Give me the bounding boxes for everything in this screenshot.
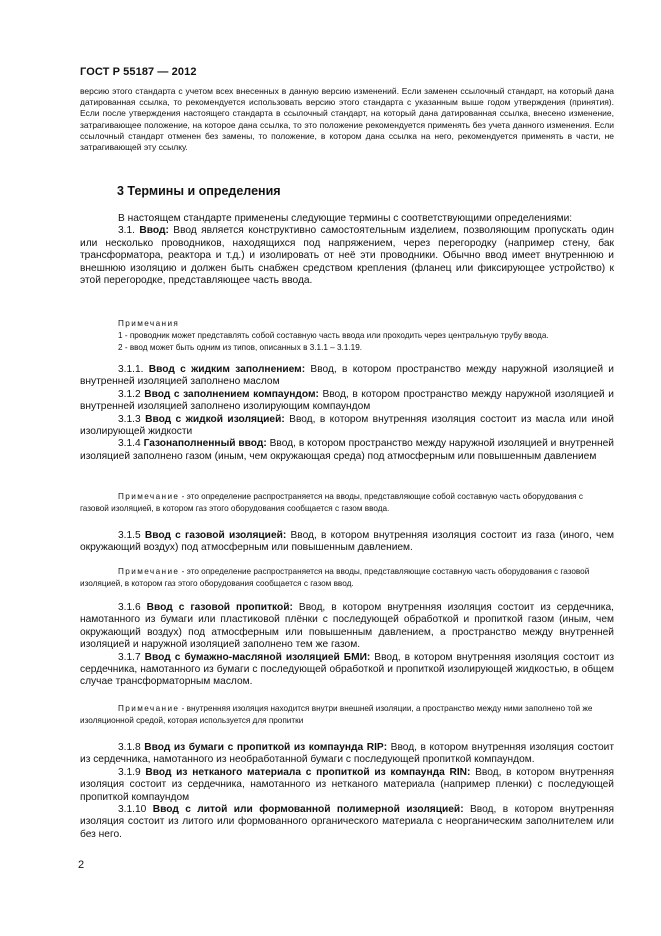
note-after-3-1-7: Примечание - внутренняя изоляция находится внутри внешней изоляции, а пространство между ними заполнено той же изоляционной средой, которая используется для пропитки xyxy=(80,704,593,725)
term-3-1-3: 3.1.3 Ввод с жидкой изоляцией: Ввод, в котором внутренняя изоляция состоит из масла или иной изолирующей жидкости xyxy=(80,413,614,438)
definitions-body xyxy=(80,213,614,287)
terms-block-a xyxy=(80,364,614,463)
term-3-1: 3.1. Ввод: Ввод является конструктивно самостоятельным изделием, позволяющим пропускать один или несколько проводников, находящихся под напряжением, через перегородку (например стену, бак трансформатора, реактора и т.д.) и изолировать от неё эти проводники. Обычно ввод имеет внутреннюю и внешнюю изоляцию и должен быть снабжен средством крепления (фланец или фиксирующее устройство) к этой перегородке, представляющее часть ввода. xyxy=(80,225,614,287)
term-3-1-2: 3.1.2 Ввод с заполнением компаундом: Ввод, в котором пространство между наружной изоляцией и внутренней изоляцией заполнено изолирующим компаундом xyxy=(80,388,614,413)
standard-header: ГОСТ Р 55187 — 2012 xyxy=(80,66,197,78)
section-title: 3 Термины и определения xyxy=(117,184,281,198)
notes-block xyxy=(80,318,614,354)
term-3-1-10: 3.1.10 Ввод с литой или формованной полимерной изоляцией: Ввод, в котором внутренняя изоляция состоит из литого или формованного органического материала с неорганическим заполнителем или без него. xyxy=(80,804,614,840)
term-3-1-5-block xyxy=(80,530,614,555)
term-3-1-8: 3.1.8 Ввод из бумаги с пропиткой из компаунда RIP: Ввод, в котором внутренняя изоляция состоит из сердечника, намотанного из необработанной бумаги с последующей пропиткой компаундом. xyxy=(80,742,614,766)
note-2: 2 - ввод может быть одним из типов, описанных в 3.1.1 – 3.1.19. xyxy=(118,343,363,352)
terms-block-b xyxy=(80,602,614,689)
term-3-1-9: 3.1.9 Ввод из нетканого материала с пропиткой из компаунда RIN: Ввод, в котором внутренняя изоляция состоит из сердечника, намотанного из нетканого материала (например пленки) с последующей пропиткой компаундом xyxy=(80,766,614,803)
note-after-3-1-4: Примечание - это определение распространяется на вводы, представляющие собой составную часть оборудования с газовой изоляцией, в котором газ этого оборудования сообщается с газом ввода. xyxy=(80,492,583,513)
term-name: Ввод: xyxy=(139,225,169,237)
term-3-1-5: 3.1.5 Ввод с газовой изоляцией: Ввод, в котором внутренняя изоляция состоит из газа (иного, чем окружающий воздух) под атмосферным или повышенным давлением. xyxy=(80,530,614,554)
term-3-1-4: 3.1.4 Газонаполненный ввод: Ввод, в котором пространство между наружной изоляцией и внутренней изоляцией заполнено газом (иным, чем окружающая среда) под атмосферным или повышенным давлением xyxy=(80,438,614,462)
page-number: 2 xyxy=(78,859,85,871)
note-after-3-1-5: Примечание - это определение распространяется на вводы, представляющие составную часть оборудования с газовой изоляцией, в котором газ этого оборудования сообщается с газом ввод. xyxy=(80,567,590,588)
term-3-1-7: 3.1.7 Ввод с бумажно-масляной изоляцией БМИ: Ввод, в котором внутренняя изоляция состоит из сердечника, намотанного из бумаги с последующей обработкой и пропиткой изолирующей жидкостью, в общем случае трансформаторным маслом. xyxy=(80,651,614,688)
intro-paragraph: версию этого стандарта с учетом всех внесенных в данную версию изменений. Если заменен ссылочный стандарт, на который дана датированная ссылка, то рекомендуется использовать версию этого стандарта с указанным выше годом утверждения (принятия). Если после утверждения настоящего стандарта в ссылочный стандарт, на который дана датированная ссылка, внесено изменение, затрагивающее положение, на которое дана ссылка, то это положение рекомендуется применять без учета данного изменения. Если ссылочный стандарт отменен без замены, то положение, в котором дана ссылка на него, рекомендуется применять в части, не затрагивающей эту ссылку. xyxy=(80,86,614,153)
terms-block-c xyxy=(80,742,614,841)
notes-heading: Примечания xyxy=(118,319,180,328)
term-3-1-1: 3.1.1. Ввод с жидким заполнением: Ввод, в котором пространство между наружной изоляцией и внутренней изоляцией заполнено маслом xyxy=(80,364,614,388)
note-1: 1 - проводник может представлять собой составную часть ввода или проходить через центральную трубу ввода. xyxy=(118,331,549,340)
term-3-1-6: 3.1.6 Ввод с газовой пропиткой: Ввод, в котором внутренняя изоляция состоит из сердечника, намотанного из бумаги или пластиковой плёнки с последующей обработкой и пропиткой газом (иным, чем окружающий воздух) под атмосферным или повышенным давлением, а пространство между внутренней изоляцией и наружной изоляцией заполнено тем же газом. xyxy=(80,602,614,651)
lead-paragraph: В настоящем стандарте применены следующие термины с соответствующими определениями: xyxy=(118,213,573,224)
